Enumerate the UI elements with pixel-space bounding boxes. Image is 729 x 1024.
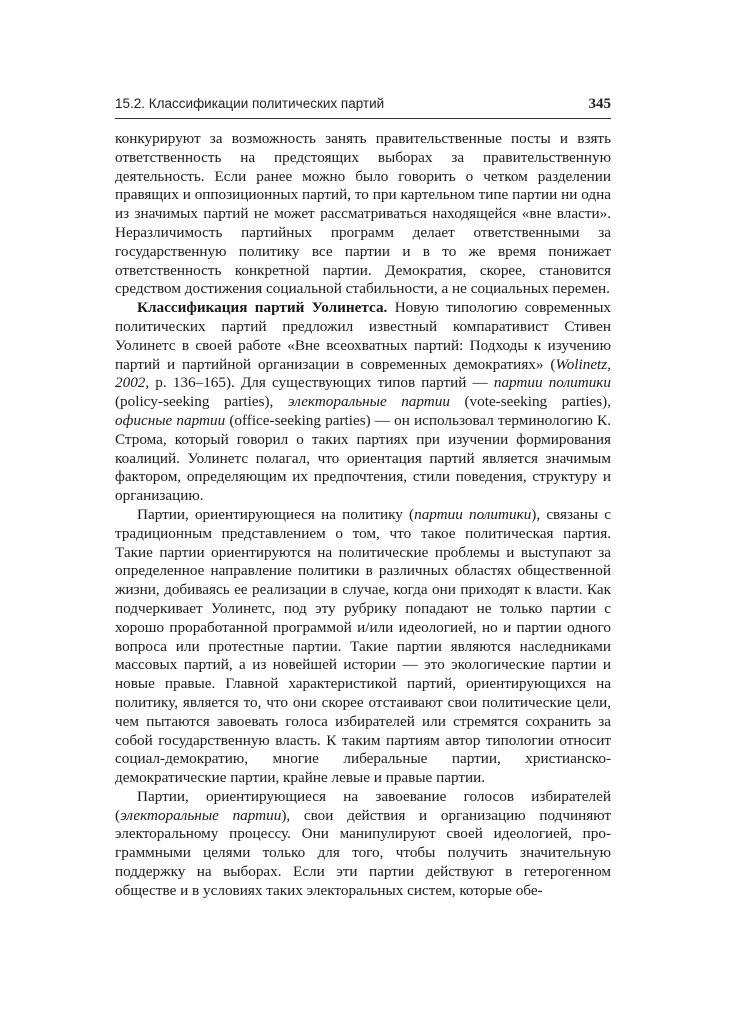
paragraph bbox=[115, 299, 611, 506]
italic-term: офисные партии bbox=[115, 411, 226, 429]
italic-term: электоральные партии bbox=[287, 393, 450, 411]
text-run: (vote-seeking parties), bbox=[449, 393, 612, 411]
text-run: Партии, ориентирующиеся на завоевание голосов избирателей ( bbox=[115, 787, 611, 824]
page-number: 345 bbox=[588, 96, 611, 112]
text-run: Партии, ориентирующиеся на политику ( bbox=[137, 505, 415, 523]
header-rule bbox=[115, 118, 611, 119]
text-run: p. 136–165). Для существующих типов партий — bbox=[149, 374, 494, 392]
paragraph bbox=[115, 130, 611, 299]
text-run: (office-seeking parties) — он использовал терминологию К. Строма, который говорил о таких партиях при изучении формирования коалиций. Уолинетс полагал, что ориентация партий является значимым фактором, определяющим их предпочтения, стили поведения, структуру и организацию. bbox=[115, 411, 611, 505]
section-title: 15.2. Классификации политических партий bbox=[115, 96, 385, 111]
text-run: Новую типологию современных политических партий предложил известный компаративист Стивен Уолинетс в своей работе «Вне всеохватных партий: Подходы к изучению партий и партийной организации в современных демократиях» ( bbox=[115, 299, 611, 373]
paragraph bbox=[115, 506, 611, 788]
run-in-heading: Классификация партий Уолинетса. bbox=[137, 299, 388, 317]
italic-term: партии политики bbox=[493, 374, 611, 392]
text-run: (policy-seeking parties), bbox=[115, 393, 288, 411]
paragraph bbox=[115, 788, 611, 901]
running-header bbox=[115, 96, 611, 113]
text-run: ), свои действия и организацию подчиняют электоральному процессу. Они манипулируют своей идеологией, программными целями только для того, чтобы получить значительную поддержку на выборах. Если эти партии действуют в гетерогенном обществе и в условиях таких электоральных систем, которые обе- bbox=[115, 806, 611, 899]
body-text bbox=[115, 130, 611, 901]
text-run: конкурируют за возможность занять правительственные посты и взять ответственность на предстоящих выборах за правительственную деятельность. Если ранее можно было говорить о четком разделении правящих и оппозиционных партий, то при картельном типе партии ни одна из значимых партий не может рассматриваться находящейся «вне власти». Неразличимость партийных программ делает ответственными за государственную политику все партии и в то же время понижает ответственность конкретной партии. Демократия, скорее, становится средством достижения социальной стабильности, а не социальных перемен. bbox=[115, 130, 611, 298]
italic-term: Wolinetz, 2002, bbox=[115, 355, 611, 392]
text-run: ), связаны с традиционным представлением о том, что такое политическая партия. Такие партии ориентируются на политические проблемы и выступают за определенное направление политики в различных областях общественной жизни, добиваясь ее реализации в случае, когда они приходят к власти. Как подчеркивает Уолинетс, под эту рубрику попадают не только партии с хорошо проработанной программой и/или идеологией, но и партии одного вопроса или протестные партии. Такие партии являются наследниками массовых партий, а из новейшей истории — это экологические партии и новые правые. Главной характеристикой партий, ориентирующихся на политику, является то, что они скорее отстаивают свои политические цели, чем пытаются завоевать голоса избирателей или стремятся сохранить за собой государственную власть. К таким партиям автор типологии относит социал-демократию, многие либеральные партии, христианско-демократические партии, крайне левые и правые партии. bbox=[115, 505, 611, 787]
italic-term: электоральные партии bbox=[120, 806, 282, 824]
italic-term: партии политики bbox=[414, 505, 532, 523]
